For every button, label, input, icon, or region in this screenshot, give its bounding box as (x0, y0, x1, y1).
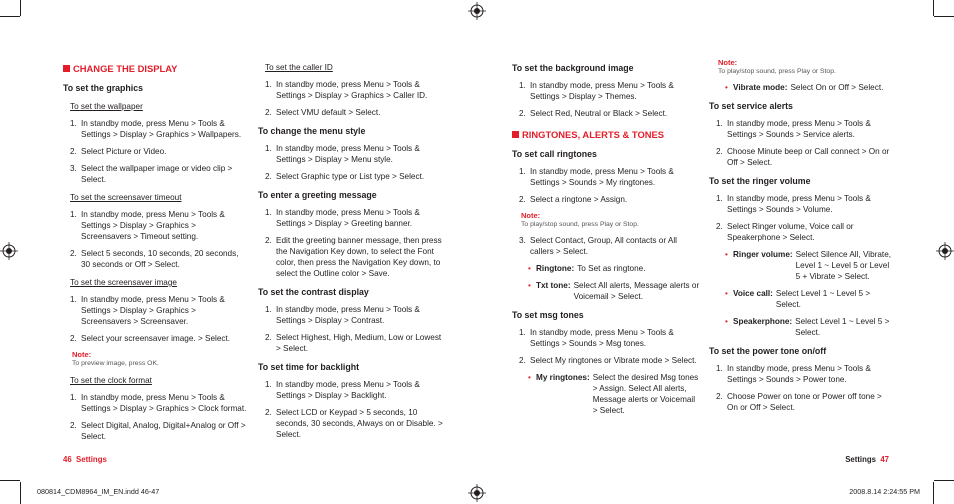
step-text: In standby mode, press Menu > Tools & Settings > Display > Graphics > Screensavers > Screensaver. (81, 295, 225, 326)
bullet-value: Select Silence All, Vibrate, Level 1 ~ Level 5 or Level 5 + Vibrate > Select. (795, 250, 892, 281)
step: 2. Select your screensaver image. > Select. (70, 333, 248, 344)
step-text: In standby mode, press Menu > Tools & Settings > Sounds > My ringtones. (530, 167, 674, 187)
step-text: Choose Power on tone or Power off tone > On or Off > Select. (727, 392, 882, 412)
bullet-icon: • (725, 317, 728, 326)
crop-mark (0, 16, 20, 17)
crop-mark (20, 0, 21, 16)
step-text: In standby mode, press Menu > Tools & Settings > Display > Backlight. (276, 380, 420, 400)
bullet-icon: • (528, 281, 531, 290)
registration-mark-icon (468, 2, 486, 20)
slug-date: 2008.8.14 2:24:55 PM (849, 487, 920, 496)
subheading: To set the wallpaper (70, 102, 143, 111)
step-text: In standby mode, press Menu > Tools & Settings > Display > Greeting banner. (276, 208, 420, 228)
subheading: To set the screensaver timeout (70, 193, 182, 202)
step-text: Select VMU default > Select. (276, 108, 381, 117)
step: 2. Select My ringtones or Vibrate mode > Select. (519, 355, 702, 366)
bullet-item (528, 280, 702, 302)
column-left-1 (63, 60, 248, 448)
step: 1. In standby mode, press Menu > Tools & Settings > Sounds > Service alerts. (716, 118, 894, 140)
step-text: In standby mode, press Menu > Tools & Settings > Display > Menu style. (276, 144, 420, 164)
step: 1. In standby mode, press Menu > Tools & Settings > Display > Greeting banner. (265, 207, 448, 229)
footer-label: Settings (845, 455, 876, 464)
step: 2. Select a ringtone > Assign. (519, 194, 702, 205)
bullet-item (725, 249, 894, 282)
page-footer-left (63, 455, 107, 464)
bullet-value: Select the desired Msg tones > Assign. Select All alerts, Message alerts or Voicemail > Select. (592, 373, 699, 415)
bullet-value: Select Level 1 ~ Level 5 > Select. (775, 289, 871, 309)
step-text: Select My ringtones or Vibrate mode > Select. (530, 356, 697, 365)
step-text: Select Contact, Group, All contacts or All callers > Select. (530, 236, 677, 256)
heading: To set the contrast display (258, 287, 369, 297)
heading: To set the graphics (63, 83, 144, 93)
bullet-value: To Set as ringtone. (577, 264, 646, 273)
step: 1. In standby mode, press Menu > Tools & Settings > Sounds > Volume. (716, 193, 894, 215)
step-text: Select your screensaver image. > Select. (81, 334, 231, 343)
heading: To set call ringtones (512, 149, 597, 159)
footer-label: Settings (76, 455, 107, 464)
crop-mark (933, 482, 934, 504)
step: 1. In standby mode, press Menu > Tools & Settings > Display > Themes. (519, 80, 702, 102)
step: 1. In standby mode, press Menu > Tools & Settings > Display > Graphics > Screensavers > Timeout setting. (70, 209, 248, 242)
step-text: Select Digital, Analog, Digital+Analog or Off > Select. (81, 421, 246, 441)
column-right-1 (512, 60, 702, 422)
heading: To set time for backlight (258, 362, 360, 372)
crop-mark (20, 482, 21, 504)
step-text: Select Highest, High, Medium, Low or Lowest > Select. (276, 333, 442, 353)
step: 2. Select Ringer volume, Voice call or Speakerphone > Select. (716, 221, 894, 243)
bullet-key: Voice call: (733, 289, 773, 298)
page-number: 47 (880, 455, 889, 464)
step-text: In standby mode, press Menu > Tools & Settings > Display > Graphics > Clock format. (81, 393, 247, 413)
heading: To set msg tones (512, 310, 584, 320)
heading: To change the menu style (258, 126, 366, 136)
step-text: Select 5 seconds, 10 seconds, 20 seconds, 30 seconds or Off > Select. (81, 249, 239, 269)
step: 1. In standby mode, press Menu > Tools & Settings > Display > Menu style. (265, 143, 448, 165)
step-text: In standby mode, press Menu > Tools & Settings > Display > Graphics > Wallpapers. (81, 119, 242, 139)
column-left-2 (258, 60, 448, 446)
section-title-text: RINGTONES, ALERTS & TONES (522, 129, 665, 140)
crop-mark (933, 0, 934, 16)
crop-mark (0, 480, 20, 481)
subheading: To set the screensaver image (70, 278, 177, 287)
step: 2. Select Highest, High, Medium, Low or Lowest > Select. (265, 332, 448, 354)
step: 2. Select Digital, Analog, Digital+Analog or Off > Select. (70, 420, 248, 442)
step-text: In standby mode, press Menu > Tools & Settings > Sounds > Power tone. (727, 364, 871, 384)
bullet-value: Select All alerts, Message alerts or Voicemail > Select. (573, 281, 700, 301)
bullet-key: Txt tone: (536, 281, 571, 290)
step-text: In standby mode, press Menu > Tools & Settings > Sounds > Msg tones. (530, 328, 674, 348)
bullet-key: Ringer volume: (733, 250, 793, 259)
bullet-key: Vibrate mode: (733, 83, 788, 92)
heading: To set service alerts (709, 101, 793, 111)
note-label: Note: (521, 211, 541, 220)
step-text: Select LCD or Keypad > 5 seconds, 10 seconds, 30 seconds, Always on or Disable. > Select. (276, 408, 443, 439)
step: 2. Select VMU default > Select. (265, 107, 448, 118)
step: 3. Select the wallpaper image or video clip > Select. (70, 163, 248, 185)
step-text: Select Ringer volume, Voice call or Speakerphone > Select. (727, 222, 854, 242)
step: 3. Select Contact, Group, All contacts or All callers > Select. (519, 235, 702, 257)
heading: To enter a greeting message (258, 190, 377, 200)
bullet-icon: • (725, 83, 728, 92)
page-number: 46 (63, 455, 72, 464)
step-text: In standby mode, press Menu > Tools & Settings > Display > Graphics > Caller ID. (276, 80, 428, 100)
step: 1. In standby mode, press Menu > Tools & Settings > Display > Graphics > Screensavers > Screensaver. (70, 294, 248, 327)
step: 2. Select Picture or Video. (70, 146, 248, 157)
note-text: To preview image, press OK. (72, 360, 159, 367)
subheading: To set the caller ID (265, 63, 333, 72)
step: 1. In standby mode, press Menu > Tools & Settings > Sounds > Power tone. (716, 363, 894, 385)
bullet-icon: • (725, 250, 728, 259)
note-text: To play/stop sound, press Play or Stop. (521, 221, 639, 228)
section-square-icon (63, 65, 70, 72)
bullet-item (528, 263, 702, 274)
bullet-key: Ringtone: (536, 264, 575, 273)
section-square-icon (512, 131, 519, 138)
step: 2. Select 5 seconds, 10 seconds, 20 seconds, 30 seconds or Off > Select. (70, 248, 248, 270)
crop-mark (934, 16, 954, 17)
subheading: To set the clock format (70, 376, 152, 385)
step: 2. Select LCD or Keypad > 5 seconds, 10 seconds, 30 seconds, Always on or Disable. > Select. (265, 407, 448, 440)
slug-file: 080814_CDM8964_IM_EN.indd 46-47 (37, 487, 160, 496)
section-title-text: CHANGE THE DISPLAY (73, 63, 178, 74)
step-text: Choose Minute beep or Call connect > On or Off > Select. (727, 147, 890, 167)
step-text: Select a ringtone > Assign. (530, 195, 628, 204)
step-text: Select Red, Neutral or Black > Select. (530, 109, 668, 118)
note (521, 211, 702, 229)
step: 1. In standby mode, press Menu > Tools & Settings > Display > Graphics > Clock format. (70, 393, 247, 413)
registration-mark-icon (0, 242, 18, 260)
step: 2. Select Graphic type or List type > Select. (265, 171, 448, 182)
heading: To set the background image (512, 63, 634, 73)
step: 1. In standby mode, press Menu > Tools & Settings > Display > Backlight. (265, 379, 448, 401)
bullet-icon: • (528, 264, 531, 273)
step-text: In standby mode, press Menu > Tools & Settings > Sounds > Volume. (727, 194, 871, 214)
note-label: Note: (718, 58, 738, 67)
step-text: Select Picture or Video. (81, 147, 167, 156)
heading: To set the power tone on/off (709, 346, 827, 356)
step: 1. In standby mode, press Menu > Tools & Settings > Display > Contrast. (265, 304, 448, 326)
bullet-value: Select On or Off > Select. (790, 83, 884, 92)
bullet-key: My ringtones: (536, 373, 590, 382)
step-text: In standby mode, press Menu > Tools & Settings > Sounds > Service alerts. (727, 119, 871, 139)
step: 2. Choose Power on tone or Power off tone > On or Off > Select. (716, 391, 894, 413)
step: 1. In standby mode, press Menu > Tools & Settings > Display > Graphics > Wallpapers. (70, 118, 248, 140)
step-text: Edit the greeting banner message, then press the Navigation Key down, to select the Font color, then press the Navigation Key down, to select the Outline color > Save. (276, 236, 442, 278)
registration-mark-icon (936, 242, 954, 260)
registration-mark-icon (468, 484, 486, 502)
step: 1. In standby mode, press Menu > Tools & Settings > Sounds > My ringtones. (519, 166, 702, 188)
note (72, 350, 248, 368)
step-text: Select the wallpaper image or video clip > Select. (81, 164, 233, 184)
step-text: In standby mode, press Menu > Tools & Settings > Display > Graphics > Screensavers > Timeout setting. (81, 210, 225, 241)
step: 2. Edit the greeting banner message, then press the Navigation Key down, to select the Font color, then press the Navigation Key down, to select the Outline color > Save. (265, 235, 448, 279)
step: 1. In standby mode, press Menu > Tools & Settings > Display > Graphics > Caller ID. (265, 79, 448, 101)
note-text: To play/stop sound, press Play or Stop. (718, 68, 836, 75)
section-title (512, 129, 702, 140)
note (718, 58, 894, 76)
step: 2. Select Red, Neutral or Black > Select. (519, 108, 702, 119)
crop-mark (934, 480, 954, 481)
step: 1. In standby mode, press Menu > Tools & Settings > Sounds > Msg tones. (519, 327, 702, 349)
step-text: In standby mode, press Menu > Tools & Settings > Display > Themes. (530, 81, 674, 101)
bullet-value: Select Level 1 ~ Level 5 > Select. (795, 317, 890, 337)
note-label: Note: (72, 350, 92, 359)
bullet-item (725, 316, 894, 338)
column-right-2 (709, 58, 894, 419)
section-title (63, 63, 248, 74)
bullet-item (725, 82, 894, 93)
page-footer-right (845, 455, 889, 464)
step-text: In standby mode, press Menu > Tools & Settings > Display > Contrast. (276, 305, 420, 325)
step: 2. Choose Minute beep or Call connect > On or Off > Select. (716, 146, 894, 168)
bullet-item (725, 288, 894, 310)
bullet-key: Speakerphone: (733, 317, 793, 326)
bullet-item (528, 372, 702, 416)
heading: To set the ringer volume (709, 176, 811, 186)
bullet-icon: • (725, 289, 728, 298)
step-text: Select Graphic type or List type > Select. (276, 172, 425, 181)
bullet-icon: • (528, 373, 531, 382)
